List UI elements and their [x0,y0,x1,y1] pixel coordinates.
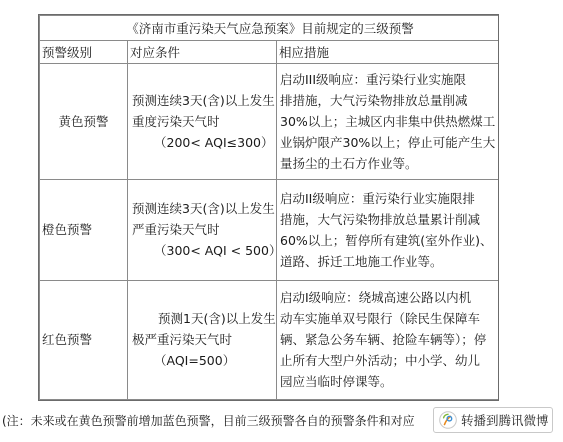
footer-note: (注：未来或在黄色预警前增加蓝色预警，目前三级预警各自的预警条件和对应 [2,414,415,428]
condition-aqi-range: （300< AQI < 500） [154,243,282,259]
table-row-orange [40,179,500,280]
tencent-weibo-icon [439,411,457,429]
measure-line: 量扬尘的土石方作业等。 [280,155,418,171]
header-level: 预警级别 [40,41,128,63]
condition-red [128,280,277,399]
table-row-yellow [40,63,500,179]
share-to-tencent-weibo-button[interactable] [433,407,553,433]
condition-aqi-range: （200< AQI≤300） [154,134,274,150]
table-title: 《济南市重污染天气应急预案》目前规定的三级预警 [40,16,500,41]
level-red: 红色预警 [40,280,128,399]
measure-line: 园应当临时停课等。 [280,374,393,390]
measure-line: 排措施，大气污染物排放总量削减 [280,92,468,108]
measure-line: 业锅炉限产30%以上；停止可能产生大 [280,134,496,150]
measure-line: 启动I级响应：绕城高速公路以内机 [280,290,472,306]
table-title-row [40,16,500,41]
condition-line: 预测连续3天(含)以上发生 [132,92,275,108]
header-condition: 对应条件 [128,41,277,63]
condition-line: 预测1天(含)以上发生 [158,311,276,327]
level-yellow: 黄色预警 [40,63,128,179]
condition-line: 预测连续3天(含)以上发生 [132,201,275,217]
condition-orange [128,179,282,280]
table-header-row [40,41,500,63]
level-orange: 橙色预警 [40,179,128,280]
warning-levels-table [39,15,499,400]
warning-table-frame [38,14,499,401]
measures-red [277,280,500,399]
header-measures: 相应措施 [277,41,500,63]
measure-line: 启动II级响应：重污染行业实施限排 [280,190,475,206]
measures-orange [277,179,500,280]
measure-line: 60%以上；暂停所有建筑(室外作业)、 [280,232,493,248]
measure-line: 止所有大型户外活动；中小学、幼儿 [280,353,481,369]
measure-line: 动车实施单双号限行（除民生保障车 [280,311,481,327]
measure-line: 道路、拆迁工地施工作业等。 [280,253,443,269]
measure-line: 30%以上；主城区内非集中供热燃煤工 [280,113,496,129]
measure-line: 辆、紧急公务车辆、抢险车辆等）；停 [280,332,487,348]
condition-line: 极严重污染天气时 [132,332,233,348]
measures-yellow [277,63,500,179]
table-row-red [40,280,500,399]
measure-line: 启动III级响应：重污染行业实施限 [280,71,467,87]
condition-aqi-range: （AQI=500） [154,353,236,369]
measure-line: 措施，大气污染物排放总量累计削减 [280,211,481,227]
condition-line: 严重污染天气时 [132,222,220,238]
condition-yellow [128,63,277,179]
condition-line: 重度污染天气时 [132,113,220,129]
share-button-label: 转播到腾讯微博 [461,413,549,428]
